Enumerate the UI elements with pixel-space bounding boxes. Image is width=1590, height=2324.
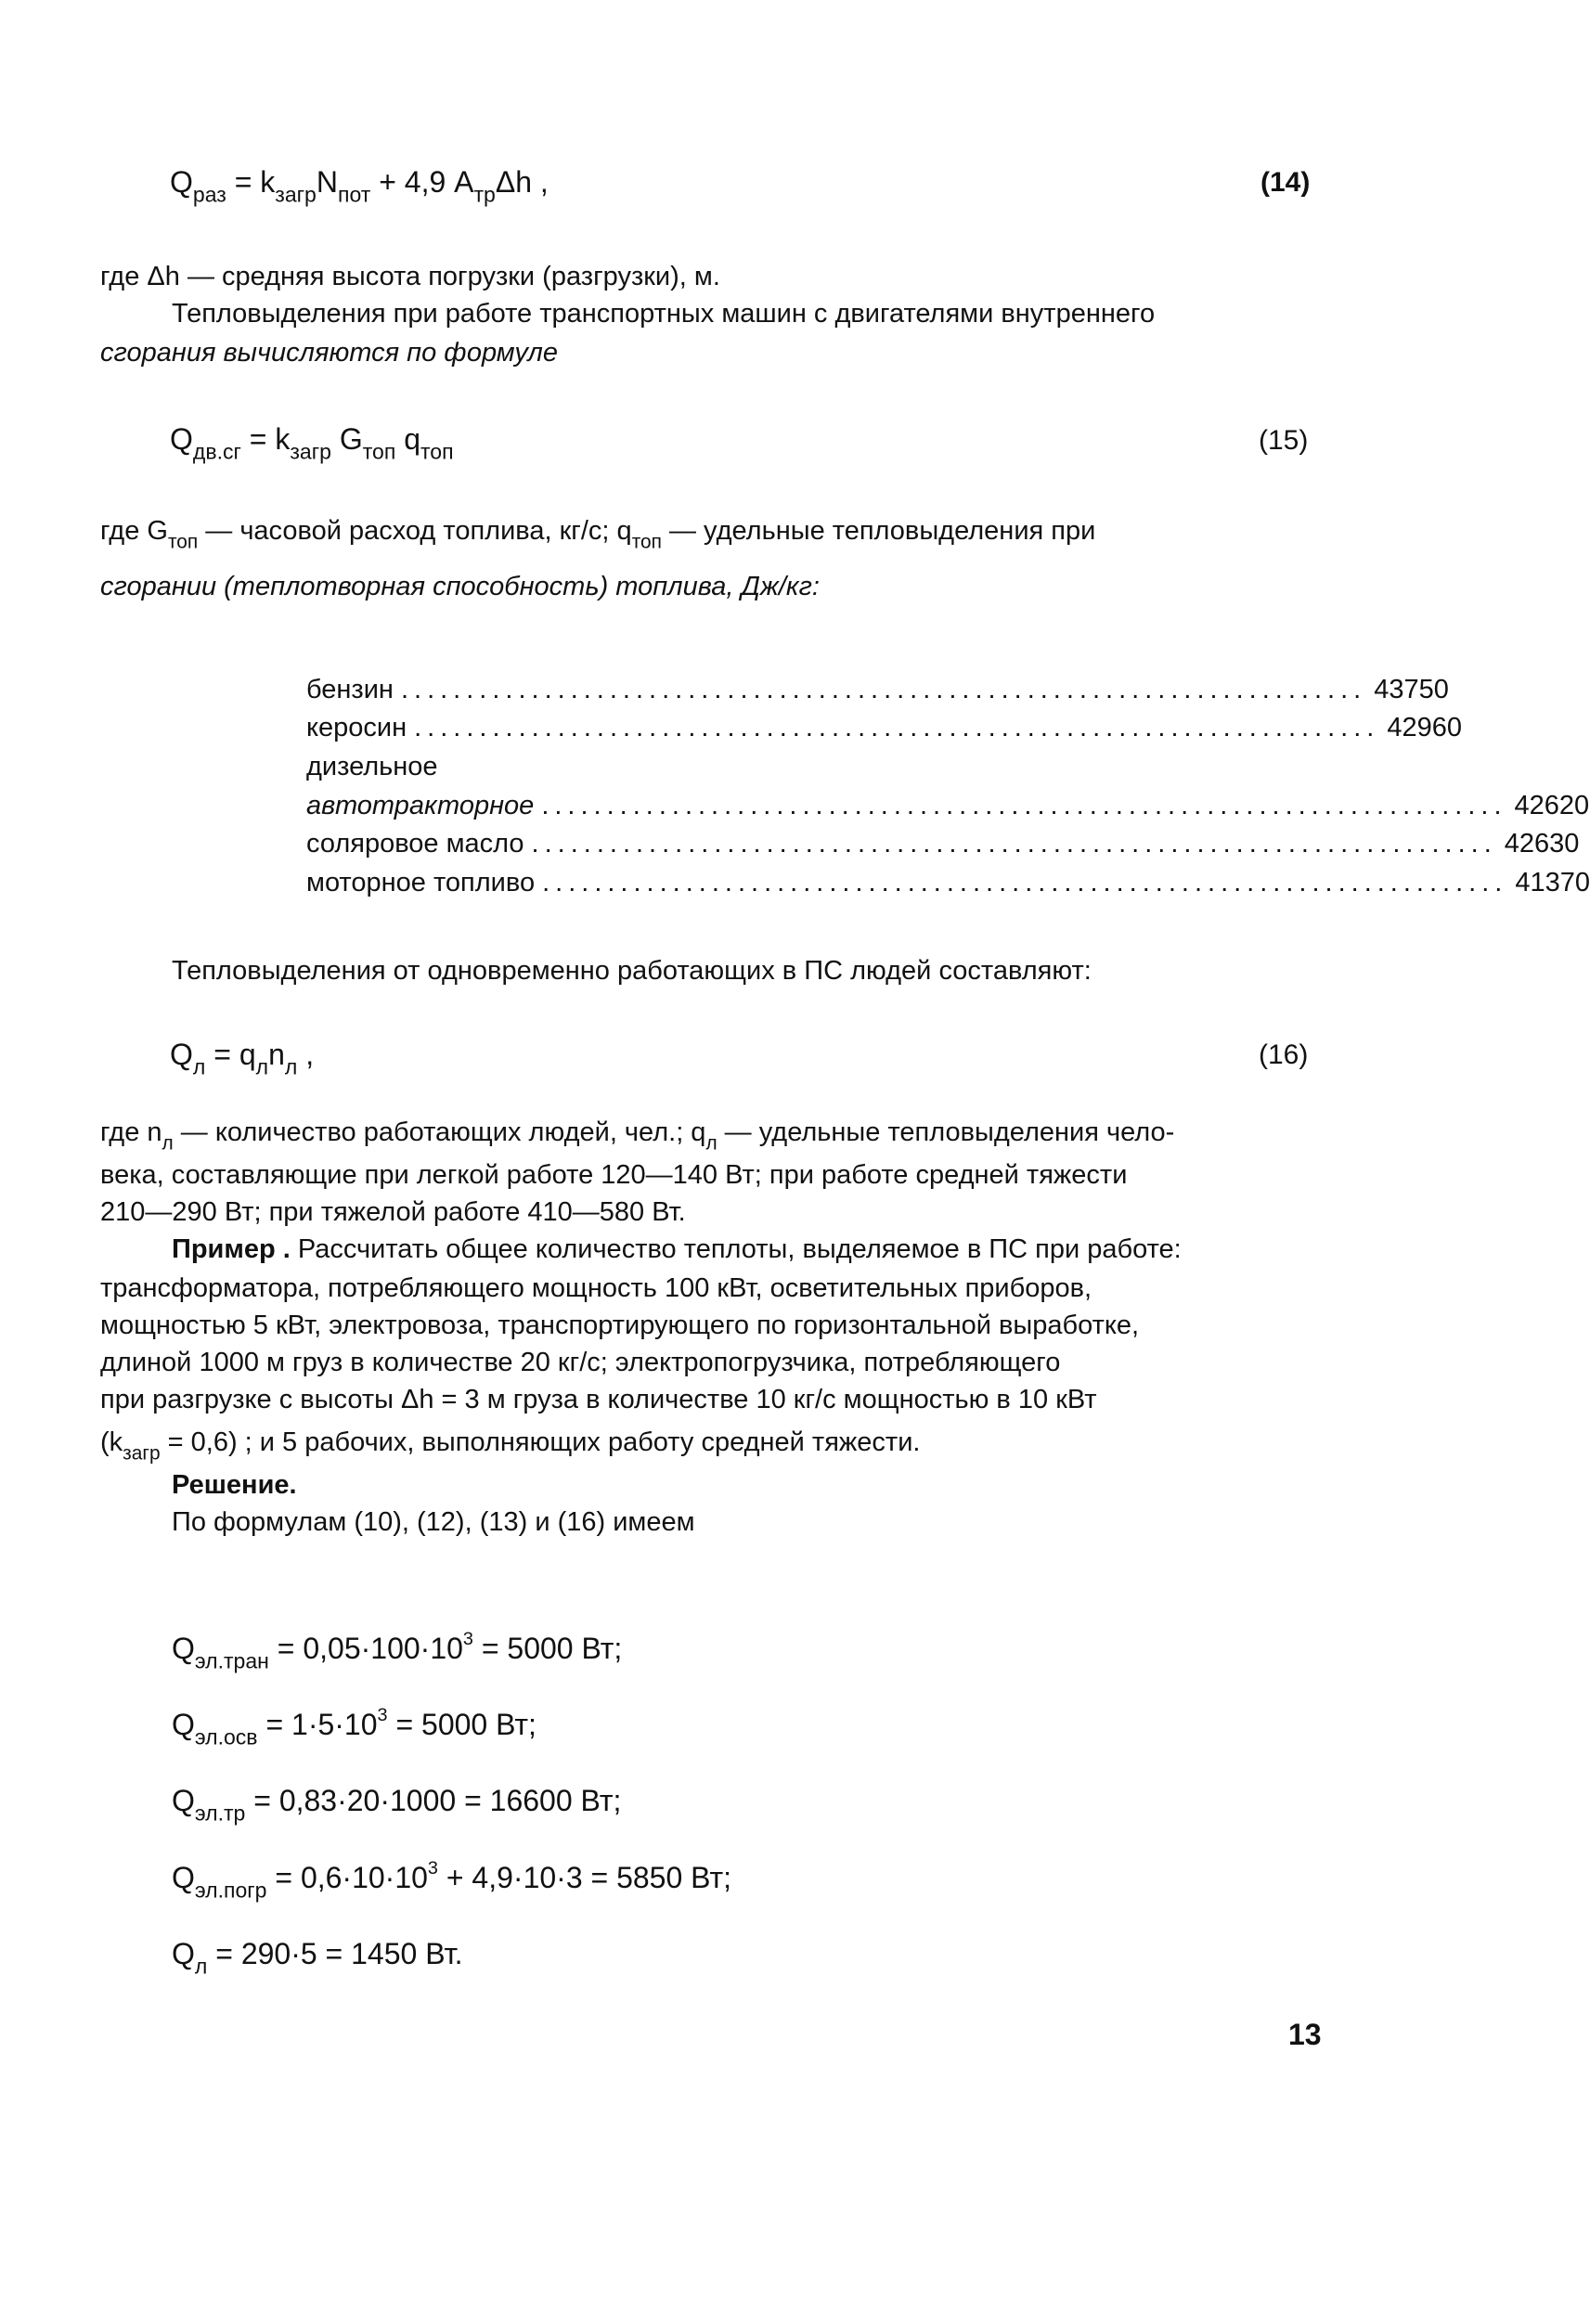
fuel-value: 42960 [1387,713,1463,742]
text-part: где n [100,1117,162,1147]
formula-part: + 4,9 A [370,165,474,199]
formula-part: = 0,05·100·10 [268,1632,463,1665]
result-formula [172,1858,731,1903]
result-formula [172,1629,623,1673]
fuel-name: соляровое масло [306,829,524,859]
formula-subscript: загр [123,1442,161,1465]
formula-part: = q [205,1038,256,1071]
result-formula [172,1705,536,1749]
formula-symbol: Q [172,1632,195,1665]
text-line: 210—290 Вт; при тяжелой работе 410—580 Вт. [100,1197,686,1227]
formula-number: (14) [1260,167,1311,198]
text-line [100,512,1096,553]
formula-subscript: эл.погр [194,1878,267,1903]
formula-part: = 0,83·20·1000 = 16600 Вт; [245,1784,622,1817]
formula-14 [170,165,549,207]
formula-subscript: л [192,1054,206,1079]
formula-symbol: Q [170,1038,193,1071]
fuel-item [306,791,1590,828]
formula-subscript: л [194,1954,208,1979]
formula-subscript: эл.тран [194,1648,269,1673]
text-line: при разгрузке с высоты Δh = 3 м груза в количестве 10 кг/с мощностью в 10 кВт [100,1385,1097,1414]
page-number: 13 [1288,2018,1322,2051]
formula-subscript: топ [167,531,199,553]
fuel-name: автотракторное [306,791,535,820]
formula-symbol: Q [172,1784,195,1817]
solution-label: Решение. [172,1470,297,1500]
example-label: Пример . [172,1234,291,1264]
text-part: = 0,6) ; и 5 рабочих, выполняющих работу средней тяжести. [160,1427,921,1457]
formula-part: = k [240,422,291,456]
formula-part: = k [226,165,276,199]
leader-dots: .......................................................................... [531,829,1497,859]
formula-symbol: G [330,422,363,456]
formula-part: = 290·5 = 1450 Вт. [207,1937,463,1970]
text-part: — количество работающих людей, чел.; q [173,1117,706,1147]
formula-subscript: раз [192,182,226,207]
fuel-value: 43750 [1374,675,1449,704]
formula-superscript: 3 [427,1858,438,1879]
formula-number: (15) [1259,425,1309,456]
formula-symbol: n [268,1038,285,1071]
formula-subscript: топ [631,531,662,553]
formula-symbol: N [316,165,338,199]
fuel-item [306,752,1081,789]
formula-subscript: л [255,1054,269,1079]
formula-symbol: q [395,422,420,456]
text-line [100,1424,921,1465]
formula-symbol: Q [170,422,193,456]
text-part: — удельные тепловыделения при [661,516,1096,546]
fuel-name: бензин [306,675,394,704]
text-part: — удельные тепловыделения чело- [717,1117,1175,1147]
formula-part: , [297,1038,315,1071]
leader-dots: .......................................................................... [542,868,1508,897]
text-part: (k [100,1427,123,1457]
formula-part: + 4,9·10·3 = 5850 Вт; [437,1861,731,1894]
formula-symbol: Q [172,1937,195,1970]
result-formula [172,1937,463,1979]
text-line: сгорании (теплотворная способность) топлива, Дж/кг: [100,572,820,601]
formula-subscript: загр [275,182,317,207]
fuel-name: дизельное [306,752,438,781]
text-part: — часовой расход топлива, кг/с; q [198,516,632,546]
text-line: трансформатора, потребляющего мощность 100 кВт, осветительных приборов, [100,1273,1092,1303]
formula-subscript: эл.тр [194,1801,246,1826]
formula-part: = 1·5·10 [257,1708,378,1741]
formula-symbol: Q [170,165,193,199]
text-part: Рассчитать общее количество теплоты, выделяемое в ПС при работе: [290,1234,1182,1264]
fuel-value: 42630 [1504,829,1580,859]
result-formula [172,1784,622,1826]
leader-dots: .......................................................................... [541,791,1507,820]
formula-part: Δh , [495,165,549,199]
text-line [100,1114,1175,1155]
formula-part: = 5000 Вт; [387,1708,536,1741]
formula-subscript: тр [473,182,496,207]
text-line: Тепловыделения при работе транспортных машин с двигателями внутреннего [172,299,1156,329]
text-line: где Δh — средняя высота погрузки (разгрузки), м. [100,262,720,291]
text-line: века, составляющие при легкой работе 120—140 Вт; при работе средней тяжести [100,1160,1128,1190]
formula-part: = 5000 Вт; [472,1632,623,1665]
formula-16 [170,1038,315,1079]
formula-number: (16) [1259,1039,1309,1070]
formula-part: = 0,6·10·10 [266,1861,428,1894]
formula-15 [170,422,454,464]
text-line: Тепловыделения от одновременно работающих в ПС людей составляют: [172,956,1092,986]
text-line: сгорания вычисляются по формуле [100,338,558,368]
fuel-item [306,829,1580,866]
formula-superscript: 3 [377,1705,388,1726]
formula-symbol: Q [172,1861,195,1894]
formula-subscript: эл.осв [194,1724,258,1749]
formula-subscript: дв.сг [192,439,241,464]
leader-dots: .......................................................................... [414,713,1380,742]
text-line: По формулам (10), (12), (13) и (16) имеем [172,1507,695,1537]
fuel-item [306,868,1590,905]
fuel-item [306,675,1449,712]
formula-subscript: л [284,1054,298,1079]
formula-subscript: топ [362,439,396,464]
text-part: где G [100,516,168,546]
formula-subscript: пот [337,182,371,207]
formula-symbol: Q [172,1708,195,1741]
leader-dots: .......................................................................... [400,675,1367,704]
fuel-value: 42620 [1514,791,1590,820]
formula-subscript: л [162,1132,174,1155]
fuel-name: керосин [306,713,407,742]
formula-subscript: топ [420,439,454,464]
text-line: длиной 1000 м груз в количестве 20 кг/с; электропогрузчика, потребляющего [100,1348,1061,1377]
fuel-item [306,713,1463,750]
text-line [172,1231,1182,1268]
formula-subscript: загр [290,439,331,464]
fuel-name: моторное топливо [306,868,536,897]
text-line: мощностью 5 кВт, электровоза, транспортирующего по горизонтальной выработке, [100,1310,1140,1340]
fuel-value: 41370 [1515,868,1590,897]
formula-superscript: 3 [462,1629,473,1650]
formula-subscript: л [705,1132,717,1155]
